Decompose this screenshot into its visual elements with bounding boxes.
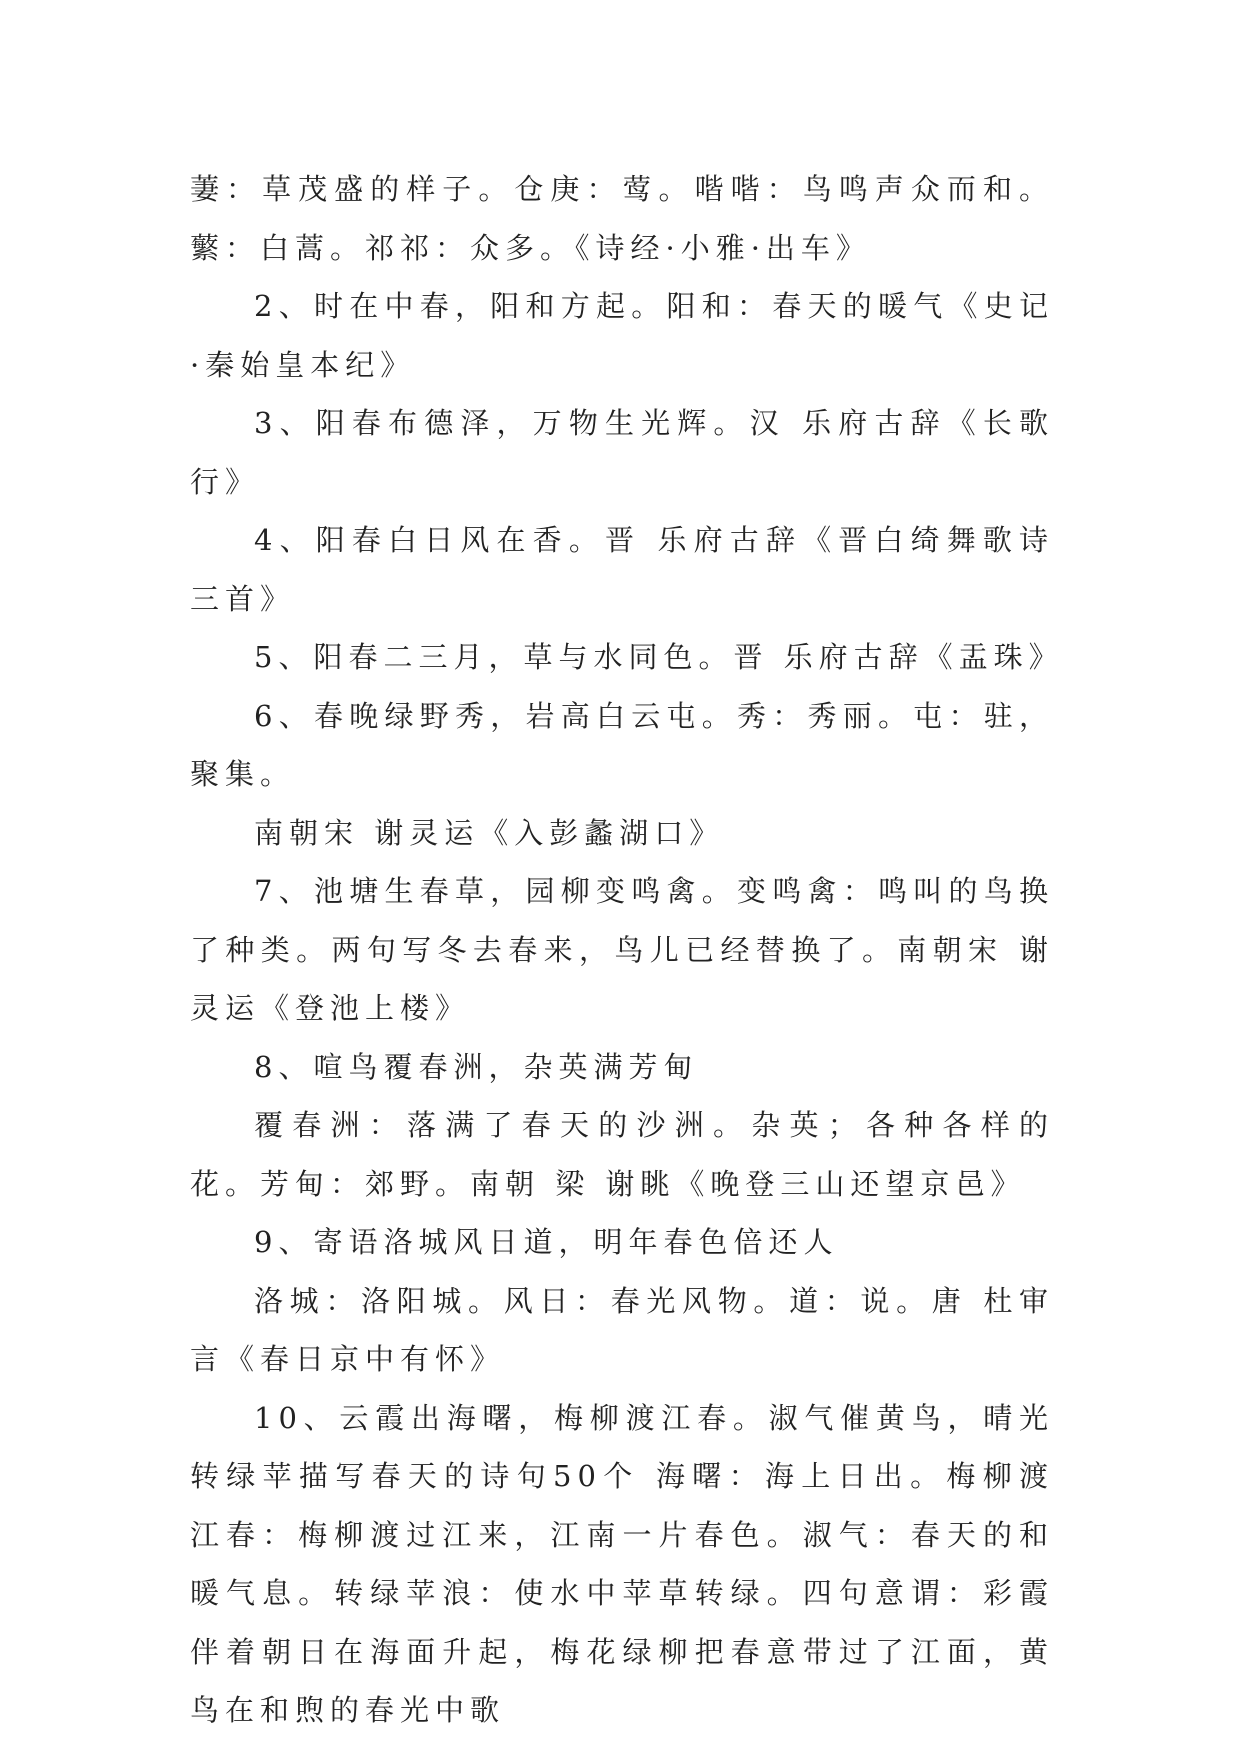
paragraph-4: 4、阳春白日风在香。晋 乐府古辞《晋白绮舞歌诗三首》 <box>190 523 1054 616</box>
paragraph-1: 萋：草茂盛的样子。仓庚：莺。喈喈：鸟鸣声众而和。蘩：白蒿。祁祁：众多。《诗经·小雅·出车》 <box>190 172 1054 265</box>
paragraph-12: 洛城：洛阳城。风日：春光风物。道：说。唐 杜审言《春日京中有怀》 <box>190 1283 1054 1376</box>
paragraph-5: 5、阳春二三月，草与水同色。晋 乐府古辞《盂珠》 <box>254 640 1064 674</box>
paragraph-7: 南朝宋 谢灵运《入彭蠡湖口》 <box>254 815 725 850</box>
paragraph-10: 覆春洲：落满了春天的沙洲。杂英；各种各样的花。芳甸：郊野。南朝 梁 谢眺《晚登三山还望京邑》 <box>190 1108 1054 1201</box>
paragraph-13: 10、云霞出海曙，梅柳渡江春。淑气催黄鸟，晴光转绿苹描写春天的诗句50个 海曙：海上日出。梅柳渡江春：梅柳渡过江来，江南一片春色。淑气：春天的和暖气息。转绿苹浪：使水中苹草转绿。四句意谓：彩霞伴着朝日在海面升起，梅花绿柳把春意带过了江面，黄鸟在和煦的春光中歌 <box>190 1400 1054 1727</box>
paragraph-2: 2、时在中春，阳和方起。阳和：春天的暖气《史记·秦始皇本纪》 <box>190 289 1054 382</box>
document-body <box>190 160 1064 1740</box>
paragraph-11: 9、寄语洛城风日道，明年春色倍还人 <box>254 1225 839 1259</box>
paragraph-6: 6、春晚绿野秀，岩高白云屯。秀：秀丽。屯：驻，聚集。 <box>190 698 1054 791</box>
paragraph-3: 3、阳春布德泽，万物生光辉。汉 乐府古辞《长歌行》 <box>190 406 1054 499</box>
paragraph-8: 7、池塘生春草，园柳变鸣禽。变鸣禽：鸣叫的鸟换了种类。两句写冬去春来，鸟儿已经替换了。南朝宋 谢灵运《登池上楼》 <box>190 874 1054 1025</box>
paragraph-9: 8、喧鸟覆春洲，杂英满芳甸 <box>254 1049 699 1084</box>
